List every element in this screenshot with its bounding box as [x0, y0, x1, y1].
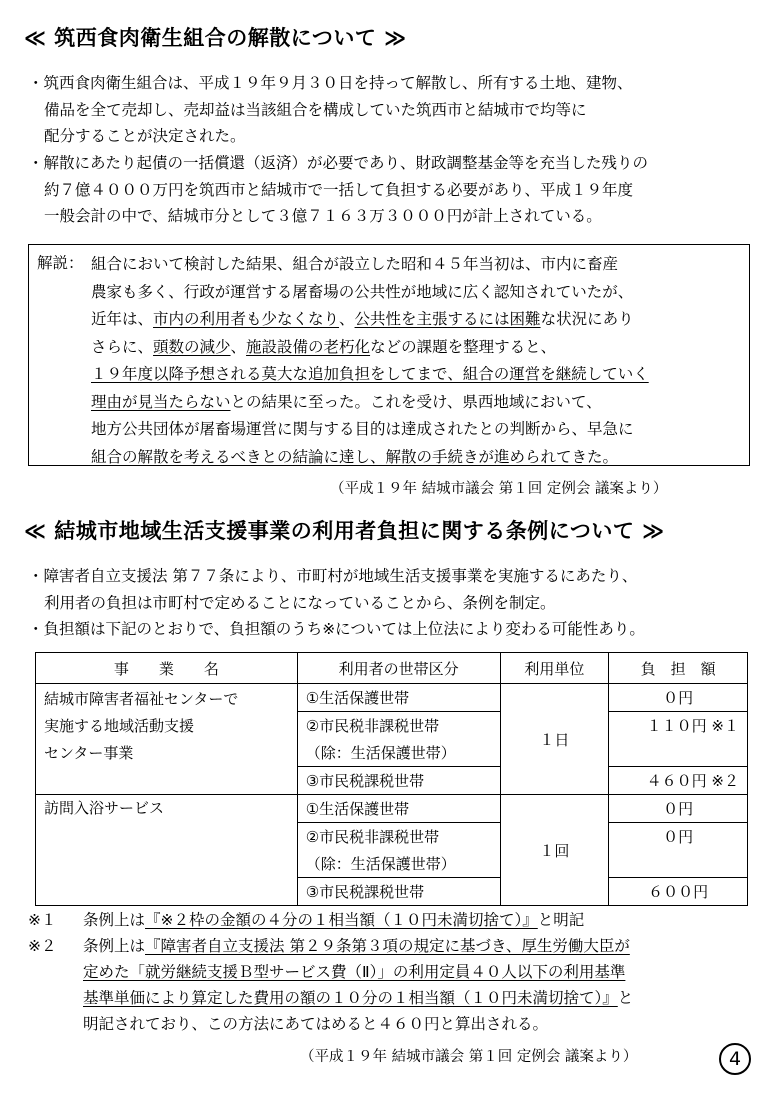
unit-cell: １回: [500, 795, 609, 906]
text-span: な状況にあり: [540, 310, 634, 328]
section2-heading: ≪ 結城市地域生活支援事業の利用者負担に関する条例について ≫: [24, 519, 665, 543]
footnote-mark: ※１: [28, 911, 57, 929]
underlined-text: １９年度以降予想される莫大な追加負担をしてまで、組合の運営を継続していく: [91, 365, 649, 383]
table-row: [36, 795, 748, 823]
household-class-subnote: （除：生活保護世帯）: [297, 850, 500, 878]
amount-cell: １１０円 ※１: [609, 712, 748, 767]
text-line: センター事業: [44, 744, 134, 762]
text-span: と: [617, 989, 634, 1007]
amount-cell: ０円: [609, 684, 748, 712]
underlined-text: 『障害者自立支援法 第２９条第３項の規定に基づき、厚生労働大臣が: [145, 937, 630, 955]
household-class-cell: ③市民税課税世帯: [297, 767, 500, 795]
commentary-box: [28, 244, 750, 466]
footnote-1: [28, 907, 633, 933]
household-class-cell: ②市民税非課税世帯: [297, 712, 500, 740]
program-name-cell: 訪問入浴サービス: [36, 795, 298, 906]
text-span: 条例上は: [83, 937, 146, 955]
text-span: さらに、: [91, 337, 154, 356]
table-header-row: [36, 653, 748, 684]
text-line: ・筑西食肉衛生組合は、平成１９年９月３０日を持って解散し、所有する土地、建物、: [28, 74, 633, 92]
section1-heading: ≪ 筑西食肉衛生組合の解散について ≫: [24, 26, 407, 50]
underlined-text: 基準単価により算定した費用の額の１０分の１相当額（１０円未満切捨て）』: [83, 989, 618, 1007]
text-span: と明記: [537, 911, 585, 929]
commentary-label: 解説：: [37, 254, 84, 272]
text-span: などの課題を整理すると、: [370, 337, 557, 356]
text-line: 農家も多く、行政が運営する屠畜場の公共性が地域に広く認知されていたが、: [91, 282, 634, 301]
program-name-cell: [36, 684, 298, 795]
section2-bullet2: [28, 616, 645, 643]
footnotes: [28, 907, 633, 1037]
text-span: 条例上は: [83, 911, 146, 929]
text-line: ・障害者自立支援法 第７７条により、市町村が地域生活支援事業を実施するにあたり、: [28, 567, 638, 585]
amount-cell: ０円: [609, 795, 748, 823]
amount-cell: ６００円: [609, 878, 748, 906]
source-citation: （平成１９年 結城市議会 第１回 定例会 議案より）: [330, 481, 668, 497]
household-class-subnote: （除：生活保護世帯）: [297, 739, 500, 767]
section1-bullet2: [28, 150, 648, 230]
text-span: との結果に至った。これを受け、県西地域において、: [230, 392, 602, 411]
commentary-text: [91, 251, 649, 471]
household-class-cell: ①生活保護世帯: [297, 795, 500, 823]
section1-bullet1: [28, 70, 633, 150]
text-line: 配分することが決定された。: [44, 127, 246, 145]
text-line: [91, 334, 649, 362]
unit-cell: １日: [500, 684, 609, 795]
text-span: 近年は、: [91, 310, 154, 328]
text-line: 組合において検討した結果、組合が設立した昭和４５年当初は、市内に畜産: [91, 255, 619, 273]
underlined-text: 定めた「就労継続支援Ｂ型サービス費（Ⅱ）」の利用定員４０人以下の利用基準: [83, 963, 626, 981]
page-number: 4: [719, 1043, 751, 1075]
text-line: [28, 985, 633, 1011]
column-header: 利用者の世帯区分: [297, 653, 500, 684]
amount-cell: ４６０円 ※２: [609, 767, 748, 795]
text-line: 組合の解散を考えるべきとの結論に達し、解散の手続きが進められてきた。: [91, 447, 619, 466]
underlined-text: 公共性を主張するには困難: [354, 310, 541, 328]
text-line: 一般会計の中で、結城市分として３億７１６３万３０００円が計上されている。: [44, 207, 602, 225]
household-class-cell: ③市民税課税世帯: [297, 878, 500, 906]
text-line: 利用者の負担は市町村で定めることになっていることから、条例を制定。: [44, 593, 556, 612]
underlined-text: 市内の利用者も少なくなり: [153, 310, 340, 328]
household-class-cell: ②市民税非課税世帯: [297, 823, 500, 851]
household-class-cell: ①生活保護世帯: [297, 684, 500, 712]
text-line: [91, 306, 649, 334]
column-header: 利用単位: [500, 653, 609, 684]
text-line: ・負担額は下記のとおりで、負担額のうち※については上位法により変わる可能性あり。: [28, 620, 645, 638]
column-header: 事 業 名: [36, 653, 298, 684]
text-span: 、: [339, 310, 355, 328]
text-line: 明記されており、この方法にあてはめると４６０円と算出される。: [83, 1015, 549, 1033]
text-line: [91, 389, 649, 417]
underlined-text: 頭数の減少: [153, 337, 231, 356]
burden-table: [35, 652, 748, 906]
text-line: 実施する地域活動支援: [44, 717, 195, 735]
source-citation: （平成１９年 結城市議会 第１回 定例会 議案より）: [300, 1049, 638, 1065]
text-line: 備品を全て売却し、売却益は当該組合を構成していた筑西市と結城市で均等に: [44, 100, 587, 119]
text-line: 地方公共団体が屠畜場運営に関与する目的は達成されたとの判断から、早急に: [91, 420, 634, 438]
footnote-mark: ※２: [28, 937, 57, 955]
underlined-text: 施設設備の老朽化: [246, 337, 371, 356]
column-header: 負 担 額: [609, 653, 748, 684]
footnote-2: [28, 933, 633, 959]
text-line: 約７億４０００万円を筑西市と結城市で一括して負担する必要があり、平成１９年度: [44, 180, 634, 199]
text-span: 、: [230, 337, 247, 356]
text-line: [28, 959, 633, 985]
text-line: 結城市障害者福祉センターで: [44, 690, 239, 708]
text-line: ・解散にあたり起債の一括償還（返済）が必要であり、財政調整基金等を充当した残りの: [28, 154, 649, 172]
underlined-text: 『※２枠の金額の４分の１相当額（１０円未満切捨て）』: [145, 911, 538, 929]
section2-bullet1: [28, 563, 637, 616]
table-row: [36, 684, 748, 712]
amount-cell: ０円: [609, 823, 748, 878]
text-line: [91, 361, 649, 389]
underlined-text: 理由が見当たらない: [91, 392, 231, 411]
